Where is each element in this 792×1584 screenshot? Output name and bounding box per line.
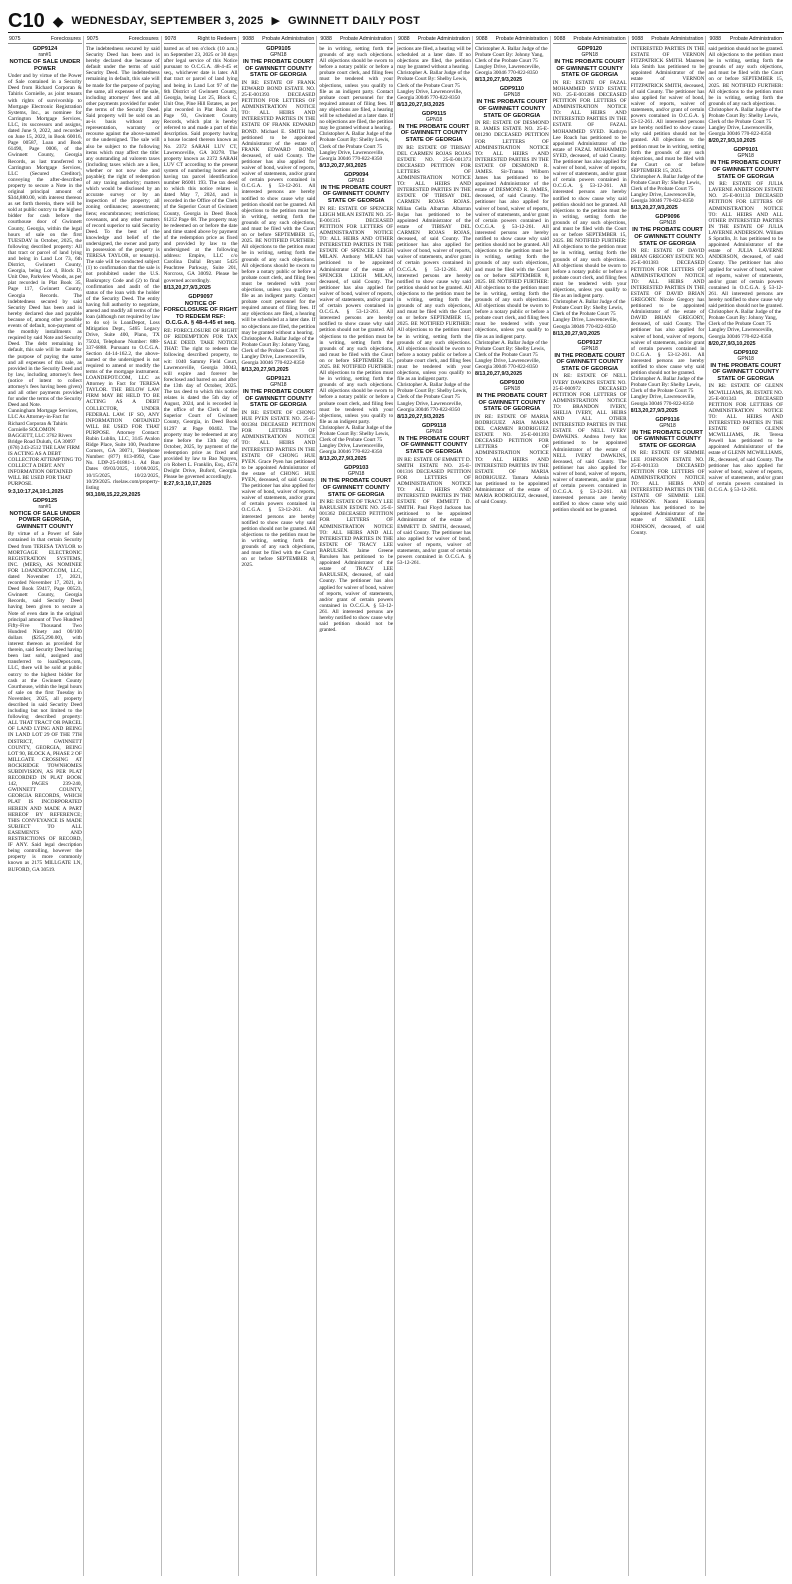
legal-notice <box>164 46 238 291</box>
category-label: Probate Administration <box>573 36 626 42</box>
notice-run-dates: 8/13,20,27,9/3,2025 <box>630 407 678 414</box>
notice-body: IN RE: ESTATE OF DESMOND R. JAMES ESTATE NO. 25-E-001290 DECEASED PETITION FOR LETTERS OF ADMINISTRATION NOTICE TO: ALL HEIRS AND INTERESTED PARTIES IN THE ESTATE OF DESMOND R. JAMES. Sir-Tranna Wilborn James has petitioned to be appointed Administrator of the estate of DESMOND R. JAMES, deceased, of said County. The petitioner has also applied for waiver of bond, waiver of reports, waiver of statements, and/or grant of certain powers contained in O.C.G.A. § 53-12-261. All interested persons are hereby notified to show cause why said petition should not be granted. All objections to the petition must be in writing, setting forth the grounds of any such objections, and must be filed with the Court on or before SEPTEMBER 8, 2025. BE NOTIFIED FURTHER: All objections to the petition must be in writing, setting forth the grounds of any such objections. All objections should be sworn to before a notary public or before a probate court clerk, and filing fees must be tendered with your objections, unless you qualify to file as an indigent party. <box>474 120 549 340</box>
notice-title: IN THE PROBATE COURT OF GWINNETT COUNTY STATE OF GEORGIA <box>476 99 548 119</box>
legal-notice <box>319 172 393 463</box>
notice-body: IN RE: ESTATE OF JULIA LAVERNE ANDERSON ESTATE NO. 25-E-001133 DECEASED PETITION FOR LETTERS OF ADMINISTRATION NOTICE TO: ALL HEIRS AND ALL OTHER INTERESTED PARTIES IN THE ESTATE OF JULIA LAVERNE ANDERSON. William S Spratlin, Jr. has petitioned to be appointed Administrator of the estate of JULIA LAVERNE ANDERSON, deceased, of said County. The petitioner has also applied for waiver of bond, waiver of reports, waiver of statements, and/or grant of certain powers contained in O.C.G.A. § 53-12-261. All interested persons are hereby notified to show cause why said petition should not be granted. <box>708 181 784 310</box>
notice-title: IN THE PROBATE COURT OF GWINNETT COUNTY STATE OF GEORGIA <box>710 160 782 180</box>
notice-id: GDP9116 <box>655 416 680 423</box>
notice-title: IN THE PROBATE COURT OF GWINNETT COUNTY STATE OF GEORGIA <box>320 184 392 204</box>
category-label: Probate Administration <box>417 36 470 42</box>
columns-area <box>8 36 784 1576</box>
notice-body: By virtue of a Power of Sale contained in that certain Security Deed from TERESA TAYLOR to MORTGAGE ELECTRONIC REGISTRATION SYSTEMS, INC. (MERS), AS NOMINEE FOR LOANDEPOT.COM, LLC, dated November 17, 2021, recorded November 17, 2021, in Deed Book 59417, Page 00523, Gwinnett County, Georgia Records, said Security Deed having been given to secure a Note of even date in the original principal amount of Two Hundred Fifty-Five Thousand Two Hundred Ninety and 00/100 dollars ($255,290.00), with interest thereon as provided for therein, said Security Deed having been last sold, assigned and transferred to loanDepot.com, LLC, there will be sold at public outcry to the highest bidder for cash at the Gwinnett County Courthouse, within the legal hours of sale on the first Tuesday in November, 2025, all property described in said Security Deed including but not limited to the following described property: ALL THAT TRACT OR PARCEL OF LAND LYING AND BEING IN LAND LOT 29 OF THE 7TH DISTRICT, GWINNETT COUNTY, GEORGIA, BEING LOT 90, BLOCK A, PHASE 2 OF MILLGATE CROSSING AT ROCKRIDGE TOWNHOMES SUBDIVISION, AS PER PLAT RECORDED IN PLAT BOOK 142, PAGES 239-240, GWINNETT COUNTY, GEORGIA RECORDS, WHICH PLAT IS INCORPORATED HEREIN AND MADE A PART HEREOF BY REFERENCE; THIS CONVEYANCE IS MADE SUBJECT TO ALL EASEMENTS AND RESTRICTIONS OF RECORD, IF ANY. Said legal description being controlling, however the property is more commonly known as 2175 MILLGATE LN, BUFORD, GA 30519. <box>8 531 82 873</box>
legal-notice <box>553 340 627 514</box>
notice-title: IN THE PROBATE COURT OF GWINNETT COUNTY STATE OF GEORGIA <box>632 429 703 449</box>
legal-column <box>86 36 162 1576</box>
legal-notice <box>475 86 549 377</box>
notice-title: NOTICE OF SALE UNDER POWER GEORGIA, GWINNETT COUNTY <box>9 510 81 530</box>
notice-code: GPN18 <box>659 422 676 429</box>
legal-notice <box>553 46 627 337</box>
notice-signature: Christopher A. Ballar Judge of the Probate Court By: Shelby Lewis, Clerk of the Probate Court 75 Langley Drive, Lawrenceville, Georgia 30046 770-822-8350 <box>397 382 470 413</box>
notice-id: GDP9124 <box>32 46 58 52</box>
notice-id: GDP9121 <box>266 376 291 383</box>
notice-body: IN RE: ESTATE OF FAZAL MOHAMMED SYED ESTATE NO. 25-E-001386 DECEASED PETITION FOR LETTERS OF ADMINISTRATION NOTICE TO: ALL HEIRS AND INTERESTED PARTIES IN THE ESTATE OF FAZAL MOHAMMED SYED. Kathryn Lee Roach has petitioned to be appointed Administrator of the estate of FAZAL MOHAMMED SYED, deceased, of said County. The petitioner has also applied for waiver of bond, waiver of reports, waiver of statements, and/or grant of certain powers contained in O.C.G.A. § 53-12-261. All interested persons are hereby notified to show cause why said petition should not be granted. All objections to the petition must be in writing, setting forth the grounds of any such objections, and must be filed with the Court on or before SEPTEMBER 15, 2025. BE NOTIFIED FURTHER: All objections to the petition must be in writing, setting forth the grounds of any such objections. All objections should be sworn to before a notary public or before a probate court clerk, and filing fees must be tendered with your objections, unless you qualify to file as an indigent party. <box>552 79 627 300</box>
category-label: Probate Administration <box>339 36 393 42</box>
category-code: 9075 <box>86 36 99 42</box>
notice-run-dates: 8/13,20,27,9/3,2025 <box>397 413 445 420</box>
category-label: Probate Administration <box>495 36 548 42</box>
notice-run-dates: 8/13,20,27,9/3,2025 <box>319 456 367 463</box>
notice-title: IN THE PROBATE COURT OF GWINNETT COUNTY STATE OF GEORGIA <box>320 478 392 498</box>
notice-code: GPN18 <box>503 92 521 99</box>
category-code: 9075 <box>9 36 21 42</box>
legal-column <box>8 36 84 1576</box>
newspaper-name: GWINNETT DAILY POST <box>287 15 421 27</box>
notice-run-dates: 8/20,27,9/3,10,2025 <box>708 340 756 347</box>
notice-signature: Christopher A. Ballar Judge of the Probate Court By: Johnny Yang, Clerk of the Probate Court 75 Langley Drive, Lawrenceville, Georgia 30046 770-822-8350 <box>474 46 548 77</box>
notice-body: said petition should not be granted. All objections to the petition must be in writing, setting forth the grounds of any such objections, and must be filed with the Court on or before SEPTEMBER 15, 2025. BE NOTIFIED FURTHER: All objections to the petition must be in writing, setting forth the grounds of any such objections. <box>708 46 784 107</box>
legal-column <box>397 36 473 1576</box>
notice-body: IN RE: ESTATE OF EMMETT D. SMITH ESTATE NO. 25-E-001316 DECEASED PETITION FOR LETTERS OF ADMINISTRATION NOTICE TO: ALL HEIRS AND INTERESTED PARTIES IN THE ESTATE OF EMMETT D. SMITH. Paul Floyd Jackson has petitioned to be appointed Administrator of the estate of EMMETT D. SMITH, deceased, of said County. The petitioner has also applied for waiver of bond, waiver of reports, waiver of statements, and/or grant of certain powers contained in O.C.G.A. § 53-12-261. <box>397 456 471 567</box>
legal-notice <box>319 465 393 633</box>
column-header <box>319 36 393 44</box>
legal-notice <box>8 46 82 495</box>
category-code: 9088 <box>475 36 488 42</box>
notice-run-dates: 8/13,20,27,9/3,2025 <box>397 101 445 108</box>
notice-title: IN THE PROBATE COURT OF GWINNETT COUNTY STATE OF GEORGIA <box>476 393 548 413</box>
notice-code: GPN18 <box>659 220 676 227</box>
notice-title: IN THE PROBATE COURT OF GWINNETT COUNTY STATE OF GEORGIA <box>554 59 626 79</box>
column-header <box>631 36 705 44</box>
column-header <box>241 36 315 44</box>
notice-run-dates: 8/13,20,27,9/3,2025 <box>241 367 289 374</box>
notice-code: GPN18 <box>270 52 287 58</box>
issue-date: WEDNESDAY, SEPTEMBER 3, 2025 <box>71 15 264 27</box>
notice-id: GDP9110 <box>499 86 525 93</box>
notice-title: NOTICE OF FORECLOSURE OF RIGHT TO REDEEM REF: O.C.G.A. § 48-4-45 et seq. <box>163 300 238 327</box>
column-header <box>164 36 238 44</box>
notice-run-dates: 8/13,20,27,9/3,2025 <box>319 162 367 169</box>
notice-code: GPN18 <box>348 471 365 478</box>
notice-code: GPN18 <box>425 116 443 123</box>
notice-body: IN RE: ESTATE OF CHONG HUE PYEN ESTATE NO. 25-E-001384 DECEASED PETITION FOR LETTERS OF ADMINISTRATION NOTICE TO: ALL HEIRS AND INTERESTED PARTIES IN THE ESTATE OF CHONG HUE PYEN. Grace Pyen has petitioned to be appointed Administrator of the estate of CHONG HUE PYEN, deceased, of said County. The petitioner has also applied for waiver of bond, waiver of reports, waiver of statements, and/or grant of certain powers contained in O.C.G.A. § 53-12-261. All interested persons are hereby notified to show cause why said petition should not be granted. All objections to the petition must be in writing, setting forth the grounds of any such objections, and must be filed with the Court on or before SEPTEMBER 8, 2025. <box>241 409 316 569</box>
category-label: Probate Administration <box>729 36 783 42</box>
column-header <box>86 36 160 44</box>
notice-body: Under and by virtue of the Power of Sale contained in a Security Deed from Richard Corporan & Tahiris Cornielle, as joint tenants with rights of survivorship to Mortgage Electronic Registration Systems, Inc., as nominee for Carrington Mortgage Services, LLC, its successors and assigns, dated June 9, 2022, and recorded on June 15, 2022, in Book 60016, Page 00587, Loan and Book 61490, Page 0006, of the Gwinnett County, Georgia Records, as last transferred to Carrington Mortgage Services, LLC (Secured Creditor), conveying the after-described property to secure a Note in the original principal amount of $344,880.00, with interest thereon as set forth therein, there will be sold at public outcry to the highest bidder for cash before the courthouse door of Gwinnett County, Georgia, within the legal hours of sale on the first TUESDAY in October, 2025, the following described property: All that tract or parcel of land lying and being in Land Lot 73, 6th District, Gwinnett County, Georgia, being Lot 4, Block D, Unit One, Parkview Woods, as per plat recorded in Plat Book 35, Page 117, Gwinnett County, Georgia Records. The indebtedness secured by said Security Deed has been and is hereby declared due and payable because of, among other possible events of default, non-payment of the monthly installments as required by said Note and Security Deed. The debt remaining in default, this sale will be made for the purpose of paying the same and all expenses of this sale, as provided in the Security Deed and by law, including attorney's fees (notice of intent to collect attorney's fees having been given) and all other payments provided for under the terms of the Security Deed and Note. <box>8 73 82 409</box>
notice-id: GDP9105 <box>266 46 291 52</box>
category-label: Probate Administration <box>651 36 704 42</box>
arrow-icon: ▶ <box>271 15 280 27</box>
legal-column <box>164 36 240 1576</box>
notice-body: IN RE: ESTATE OF TRACY LEE BARULSEN ESTATE NO. 25-E-001362 DECEASED PETITION FOR LETTERS OF ADMINISTRATION NOTICE TO: ALL HEIRS AND ALL INTERESTED PARTIES IN THE ESTATE OF TRACY LEE BARULSEN. Jaime Greene Barulsen has petitioned to be appointed Administrator of the estate of TRACY LEE BARULSEN, deceased, of said County. The petitioner has also applied for waiver of bond, waiver of reports, waiver of statements, and/or grant of certain powers contained in O.C.G.A. § 53-12-261. All interested persons are hereby notified to show cause why said petition should not be granted. <box>319 499 394 634</box>
category-label: Foreclosures <box>50 36 81 42</box>
notice-id: GDP9100 <box>499 380 525 387</box>
notice-id: GDP9125 <box>32 497 58 504</box>
notice-signature: Christopher A. Ballar Judge of the Probate Court By: Shelby Lewis, Clerk of the Probate Court 75 Langley Drive, Lawrenceville, Georgia 30046 770-822-8350 <box>319 131 392 162</box>
notice-signature: Christopher A. Ballar Judge of the Probate Court By: Shelby Lewis, Clerk of the Probate Court 75 Langley Drive, Lawrenceville, Georgia 30046 770-822-8350 <box>630 376 704 407</box>
notice-id: GDP9097 <box>188 293 213 300</box>
notice-body: IN RE: ESTATE OF GLENN MCWILLIAMS, JR. ESTATE NO. 25-E-001343 DECEASED PETITION FOR LETTERS OF ADMINISTRATION NOTICE TO: ALL HEIRS AND INTERESTED PARTIES IN THE ESTATE OF GLENN MCWILLIAMS, JR. Teresa Powell has petitioned to be appointed Administrator of the estate of GLENN MCWILLIAMS, JR., deceased, of said County. The petitioner has also applied for waiver of bond, waiver of reports, waiver of statements, and/or grant of certain powers contained in O.C.G.A. § 53-12-261. <box>708 383 784 493</box>
legal-notice <box>397 46 471 108</box>
notice-body: INTERESTED PARTIES IN THE ESTATE OF VERNON FITZPATRICK SMITH. Maureen Iola Smith has petitioned to be appointed Administrator of the estate of VERNON FITZPATRICK SMITH, deceased, of said County. The petitioner has also applied for waiver of bond, waiver of reports, waiver of statements, and/or grant of certain powers contained in O.C.G.A. § 53-12-261. All interested persons are hereby notified to show cause why said petition should not be granted. All objections to the petition must be in writing, setting forth the grounds of any such objections, and must be filed with the Court on or before SEPTEMBER 15, 2025. <box>630 46 705 174</box>
notice-signature: Christopher A. Ballar Judge of the Probate Court By: Shelby Lewis, Clerk of the Probate Court 75 Langley Drive, Lawrenceville, Georgia 30046 770-822-8350 <box>319 424 392 456</box>
legal-column <box>631 36 707 1576</box>
notice-id: GDP9094 <box>343 171 369 178</box>
legal-notice <box>164 294 238 488</box>
legal-column <box>475 36 551 1576</box>
legal-notice <box>8 498 82 873</box>
notice-id: GDP9120 <box>577 46 602 52</box>
notice-title: IN THE PROBATE COURT OF GWINNETT COUNTY STATE OF GEORGIA <box>398 435 470 455</box>
legal-notice <box>708 147 783 346</box>
notice-run-dates: 8/13,20,27,9/3,2025 <box>552 330 600 337</box>
legal-column <box>241 36 317 1576</box>
legal-notice <box>319 46 393 169</box>
notice-body: jections are filed, a hearing will be scheduled at a later date. If no objections are filed, the petition may be granted without a hearing. <box>397 46 471 71</box>
legal-notice <box>708 350 783 493</box>
legal-notice <box>631 214 705 413</box>
column-header <box>8 36 82 44</box>
notice-body: IN RE: ESTATE OF SPENCER LEIGH MILAN ESTATE NO. 25-E-001315 DECEASED PETITION FOR LETTERS OF ADMINISTRATION NOTICE TO: ALL HEIRS AND OTHER INTERESTED PARTIES IN THE ESTATE OF SPENCER LEIGH MILAN. Anthony MILAN has petitioned to be appointed Administrator of the estate of SPENCER LEIGH MILAN, deceased, of said County. The petitioner has also applied for waiver of bond, waiver of reports, waiver of statements, and/or grant of certain powers contained in O.C.G.A. § 53-12-261. All interested persons are hereby notified to show cause why said petition should not be granted. All objections to the petition must be in writing, setting forth the grounds of any such objections, and must be filed with the Court on or before SEPTEMBER 15, 2025. BE NOTIFIED FURTHER: All objections to the petition must be in writing, setting forth the grounds of any such objections. All objections should be sworn to before a notary public or before a probate court clerk, and filing fees must be tendered with your objections, unless you qualify to file as an indigent party. <box>319 205 394 425</box>
notice-signature: Christopher A. Ballar Judge of the Probate Court By: Shelby Lewis, Clerk of the Probate Court 75 Langley Drive, Lawrenceville, Georgia 30046 770-822-8350 <box>397 70 470 101</box>
notice-code: GPN18 <box>737 153 754 160</box>
legal-notice <box>708 46 783 144</box>
notice-code: ran#1 <box>38 503 52 510</box>
notice-body: The indebtedness secured by said Security Deed has been and is hereby declared due because of default under the terms of said Security Deed. The indebtedness remaining in default, this sale will be made for the purpose of paying the same, all expenses of the sale, including attorneys' fees and all other payments provided for under the terms of the Security Deed. Said property will be sold on an as-is basis without any representation, warranty or recourse against the above-named or the undersigned. The sale will also be subject to the following items which may affect the title: any outstanding ad valorem taxes (including taxes which are a lien, whether or not now due and payable); the right of redemption of any taxing authority; matters which would be disclosed by an accurate survey or by an inspection of the property; all zoning ordinances; assessments; liens; encumbrances; restrictions; covenants, and any other matters of record superior to said Security Deed. To the best of the knowledge and belief of the undersigned, the owner and party in possession of the property is TERESA TAYLOR, or tenant(s). The sale will be conducted subject (1) to confirmation that the sale is not prohibited under the U.S. Bankruptcy Code and (2) to final confirmation and audit of the status of the loan with the holder of the Security Deed. The entity having full authority to negotiate, amend and modify all terms of the loan (although not required by law to do so) is LoanDepot, Loss Mitigation Dept., 5465 Legacy Drive, Suite 400, Plano, TX 75024, Telephone Number: 888-337-6888. Pursuant to O.C.G.A. Section 44-14-162.2, the above-named or the undersigned is not required to amend or modify the terms of the mortgage instrument. LOANDEPOT.COM, LLC as Attorney in Fact for TERESA TAYLOR. THE BELOW LAW FIRM MAY BE HELD TO BE ACTING AS A DEBT COLLECTOR, UNDER FEDERAL LAW. IF SO, ANY INFORMATION OBTAINED WILL BE USED FOR THAT PURPOSE. Attorney Contact: Rubin Lublin, LLC, 3145 Avalon Ridge Place, Suite 100, Peachtree Corners, GA 30071, Telephone Number: (877) 813-0992, Case No. LDP-25-01881-1. Ad Run Dates 09/03/2025, 10/08/2025, 10/15/2025, 10/22/2025, 10/29/2025. rlselaw.com/property-listing <box>85 46 160 491</box>
masthead <box>8 6 784 33</box>
notice-body: IN RE: ESTATE OF DAVID BRIAN GREGORY ESTATE NO. 25-E-001383 DECEASED PETITION FOR LETTERS OF ADMINISTRATION NOTICE TO: ALL HEIRS AND INTERESTED PARTIES IN THE ESTATE OF DAVID BRIAN GREGORY. Nicole Gregory has petitioned to be appointed Administrator of the estate of DAVID BRIAN GREGORY, deceased, of said County. The petitioner has also applied for waiver of bond, waiver of reports, waiver of statements, and/or grant of certain powers contained in O.C.G.A. § 53-12-261. All interested persons are hereby notified to show cause why said petition should not be granted. <box>630 248 705 377</box>
legal-notice <box>475 380 549 505</box>
category-code: 9088 <box>242 36 255 42</box>
legal-notice <box>241 376 315 568</box>
notice-signature: Christopher A. Ballar Judge of the Probate Court By: Shelby Lewis, Clerk of the Probate Court 75 Langley Drive, Lawrenceville, Georgia 30046 770-822-8350 <box>474 339 548 370</box>
notice-code: GPN18 <box>503 386 521 393</box>
notice-run-dates: 9:3,10:17,24,10:1,2025 <box>8 488 64 495</box>
notice-body: IN RE: ESTATE OF TIBISAY DEL CARMEN ROJAS ROJAS ESTATE NO. 25-E-001373 DECEASED PETITION FOR LETTERS OF ADMINISTRATION NOTICE TO: ALL HEIRS AND INTERESTED PARTIES IN THE ESTATE OF TIBISAY DEL CARMEN ROJAS ROJAS. Milian Gella Albarran Albarran Rojas has petitioned to be appointed Administrator of the estate of TIBISAY DEL CARMEN ROJAS ROJAS, deceased, of said County. The petitioner has also applied for waiver of bond, waiver of reports, waiver of statements, and/or grant of certain powers contained in O.C.G.A. § 53-12-261. All interested persons are hereby notified to show cause why said petition should not be granted. All objections to the petition must be in writing, setting forth the grounds of any such objections, and must be filed with the Court on or before SEPTEMBER 15, 2025. BE NOTIFIED FURTHER: All objections to the petition must be in writing, setting forth the grounds of any such objections. All objections should be sworn to before a notary public or before a probate court clerk, and filing fees must be tendered with your objections, unless you qualify to file as an indigent party. <box>397 144 471 383</box>
category-label: Probate Administration <box>262 36 315 42</box>
column-header <box>553 36 627 44</box>
notice-signature: Christopher A. Ballar Judge of the Probate Court By: Shelby Lewis, Clerk of the Probate Court 75 Langley Drive, Lawrenceville, Georgia 30046 770-822-8350 <box>552 299 626 330</box>
notice-title: IN THE PROBATE COURT OF GWINNETT COUNTY STATE OF GEORGIA <box>554 352 626 372</box>
notice-code: GPN18 <box>348 177 365 184</box>
notice-run-dates: 8/13,20,27,9/3,2025 <box>474 77 523 84</box>
notice-id: GDP9096 <box>655 214 680 221</box>
notice-body: IN RE: ESTATE OF SEMMIE LEE JOHNSON ESTATE NO. 25-E-001333 DECEASED PETITION FOR LETTERS OF ADMINISTRATION NOTICE TO: ALL HEIRS AND INTERESTED PARTIES IN THE ESTATE OF SEMMIE LEE JOHNSON. Naomi Kiomara Johnson has petitioned to be appointed Administrator of the estate of SEMMIE LEE JOHNSON, deceased, of said County. <box>630 450 705 536</box>
notice-signature: Christopher A. Ballar Judge of the Probate Court By: Shelby Lewis, Clerk of the Probate Court 75 Langley Drive, Lawrenceville, Georgia 30046 770-822-8350 <box>630 173 704 205</box>
notice-signature: Christopher A. Ballar Judge of the Probate Court By: Shelby Lewis, Clerk of the Probate Court 75 Langley Drive, Lawrenceville, Georgia 30046 770-822-8350 <box>708 106 782 138</box>
legal-notice <box>631 417 705 536</box>
notice-signature: Christopher A. Ballar Judge of the Probate Court By: Johnny Yang, Clerk of the Probate Court 75 Langley Drive, Lawrenceville, Georgia 30046 770-822-8350 <box>708 309 782 340</box>
category-code: 9088 <box>320 36 332 42</box>
legal-notice <box>241 46 315 373</box>
category-code: 9078 <box>164 36 177 42</box>
notice-body: IN RE: ESTATE OF NELL IVERY DAWKINS ESTATE NO. 25-E-000972 DECEASED PETITION FOR LETTERS OF ADMINISTRATION NOTICE TO: BRANDON IVERY, SHELIA IVERY, ALL HEIRS AND ALL OTHER INTERESTED PARTIES IN THE ESTATE OF NELL IVERY DAWKINS. Andrea Ivery has petitioned to be appointed Administrator of the estate of NELL IVERY DAWKINS, deceased, of said County. The petitioner has also applied for waiver of bond, waiver of reports, waiver of statements, and/or grant of certain powers contained in O.C.G.A. § 53-12-261. All interested persons are hereby notified to show cause why said petition should not be granted. <box>552 373 627 514</box>
legal-notice <box>475 46 549 83</box>
notice-signature: Christopher A. Ballar Judge of the Probate Court By: Johnny Yang, Clerk of the Probate Court 75 Langley Drive, Lawrenceville, Georgia 30046 770-822-8350 <box>241 335 315 367</box>
notice-id: GDP9101 <box>733 147 759 154</box>
notice-body: barred as of ten o'clock (10 a.m.) on September 23, 2025 or 30 days after legal service of this Notice pursuant to O.C.G.A. 48-4-45 et seq., whichever date is later. All that tract or parcel of land lying and being in Land Lot 97 of the 6th District of Gwinnett County, Georgia, being Lot 25, Block C, Unit One, Pine Hill Estates, as per plat recorded in Plat Book 24, Page 93, Gwinnett County Records, which plat is hereby referred to and made a part of this description. Said property having a house located thereon known as No. 2372 SARAH LUV CT, Lawrenceville, GA 30278. The property known as 2372 SARAH LUV CT according to the present system of numbering homes and having tax parcel identification number R6001 193. The tax deed to which this notice relates is dated May 7, 2024, and is recorded in the Office of the Clerk of the Superior Court of Gwinnett County, Georgia in Deed Book 61212 Page 68. The property may be redeemed on or before the date and time stated above by payment of the redemption price as fixed and provided by law to the undersigned at the following address: Empire, LLC c/o Carolina Dallal Bryant 5425 Peachtree Parkway, Suite 201, Norcross, GA 30092. Please be governed accordingly. <box>163 46 238 284</box>
notice-run-dates: 8:27,9:3,10,17,2025 <box>163 481 212 488</box>
legal-notice <box>397 423 471 566</box>
notice-signature: Cunningham Mortgage Services, LLC As Attorney-in-Fact for Richard Corporan & Tahiris Cornielle SOLOMON BAGGETT, LLC 3762 Rivers Bridge Road Duluth, GA 30097 (678) 243-2512 THE LAW FIRM IS ACTING AS A DEBT COLLECTOR ATTEMPTING TO COLLECT A DEBT. ANY INFORMATION OBTAINED WILL BE USED FOR THAT PURPOSE. <box>8 408 82 488</box>
legal-column <box>708 36 784 1576</box>
category-code: 9088 <box>398 36 410 42</box>
notice-code: GPN18 <box>270 382 287 389</box>
notice-id: GDP9118 <box>421 422 447 429</box>
notice-run-dates: 8/13,20,27,9/3,2025 <box>163 284 211 291</box>
notice-code: ran#1 <box>38 52 52 58</box>
notice-title: IN THE PROBATE COURT OF GWINNETT COUNTY STATE OF GEORGIA <box>632 227 703 247</box>
category-label: Foreclosures <box>128 36 159 42</box>
notice-title: IN THE PROBATE COURT OF GWINNETT COUNTY STATE OF GEORGIA <box>710 362 782 382</box>
notice-id: GDP9103 <box>343 465 369 472</box>
notice-run-dates: 8/13,20,27,9/3,2025 <box>474 371 523 378</box>
notice-run-dates: 8/13,20,27,9/3,2025 <box>630 205 678 212</box>
category-code: 9088 <box>631 36 644 42</box>
diamond-icon: ◆ <box>52 13 64 29</box>
notice-body: IN RE: ESTATE OF MARIA RODRIGUEZ ARIA MARIA DEL CARMEN RODRIGUEZ ESTATE NO. 25-E-001393 DECEASED PETITION FOR LETTERS OF ADMINISTRATION NOTICE TO: ALL HEIRS AND INTERESTED PARTIES IN THE ESTATE OF MARIA RODRIGUEZ. Tamara Adonia has petitioned to be appointed Administrator of the estate of MARIA RODRIGUEZ, deceased, of said County. <box>474 413 549 506</box>
notice-id: GDP9102 <box>733 349 759 356</box>
legal-notice <box>86 46 160 498</box>
notice-title: IN THE PROBATE COURT OF GWINNETT COUNTY STATE OF GEORGIA <box>243 59 314 79</box>
notice-body: RE: FORECLOSURE OF RIGHT OF REDEMPTION FOR TAX SALE DEED. TAKE NOTICE THAT: The right to redeem the following described property, to wit: 1040 Sammy Field Court, Lawrenceville, Georgia 30043, will expire and forever be foreclosed and barred on and after the 13th day of October, 2025. The tax deed to which this notice relates is dated the 5th day of August, 2024, and is recorded in the office of the Clerk of the Superior Court of Gwinnett County, Georgia, in Deed Book 61297 at Page 00402. The property may be redeemed at any time before the 13th day of October, 2025, by payment of the redemption price as fixed and provided by law to Bao Nguyen, c/o Robert L. Franklin, Esq., 4574 Dwight Drive, Buford, Georgia. Please be governed accordingly. <box>163 328 238 481</box>
legal-column <box>553 36 629 1576</box>
column-header <box>475 36 549 44</box>
notice-title: IN THE PROBATE COURT OF GWINNETT COUNTY STATE OF GEORGIA <box>243 389 314 409</box>
notice-code: GPN18 <box>581 345 598 352</box>
category-code: 9088 <box>709 36 721 42</box>
category-label: Right to Redeem <box>197 36 237 42</box>
notice-id: GDP9127 <box>577 339 602 346</box>
notice-code: GPN18 <box>425 428 443 435</box>
notice-run-dates: 9/3,10/8,15,22,29,2025 <box>85 491 141 498</box>
column-header <box>708 36 783 44</box>
notice-body: IN RE: ESTATE OF FRANK EDWARD BOND ESTATE NO. 25-E-001393 DECEASED PETITION FOR LETTERS OF ADMINISTRATION NOTICE TO: ALL HEIRS AND INTERESTED PARTIES IN THE ESTATE OF FRANK EDWARD BOND. Michael E. SMITH has petitioned to be appointed Administrator of the estate of FRANK EDWARD BOND, deceased, of said County. The petitioner has also applied for waiver of bond, waiver of reports, waiver of statements, and/or grant of certain powers contained in O.C.G.A. § 53-12-261. All interested persons are hereby notified to show cause why said petition should not be granted. All objections to the petition must be in writing, setting forth the grounds of any such objections, and must be filed with the Court on or before SEPTEMBER 15, 2025. BE NOTIFIED FURTHER: All objections to the petition must be in writing, setting forth the grounds of any such objections. All objections should be sworn to before a notary public or before a probate court clerk, and filing fees must be tendered with your objections, unless you qualify to file as an indigent party. Contact probate court personnel for the required amount of filing fees. If any objections are filed, a hearing will be scheduled at a later date. If no objections are filed, the petition may be granted without a hearing. <box>241 79 316 336</box>
notice-run-dates: 8/20,27,9/3,10,2025 <box>708 138 756 145</box>
legal-column <box>319 36 395 1576</box>
legal-notice <box>397 111 471 420</box>
notice-code: GPN18 <box>581 52 598 58</box>
notice-body: be in writing, setting forth the grounds of any such objections. All objections should be sworn to before a notary public or before a probate court clerk, and filing fees must be tendered with your objections, unless you qualify to file as an indigent party. Contact probate court personnel for the required amount of filing fees. If any objections are filed, a hearing will be scheduled at a later date. If no objections are filed, the petition may be granted without a hearing. <box>319 46 394 132</box>
legal-notice <box>631 46 705 211</box>
notice-code: GPN18 <box>737 355 754 362</box>
notice-id: GDP9115 <box>421 110 447 117</box>
page-number: C10 <box>8 10 45 32</box>
notice-title: NOTICE OF SALE UNDER POWER <box>9 59 81 72</box>
category-code: 9088 <box>553 36 566 42</box>
notice-title: IN THE PROBATE COURT OF GWINNETT COUNTY STATE OF GEORGIA <box>398 123 470 144</box>
column-header <box>397 36 471 44</box>
